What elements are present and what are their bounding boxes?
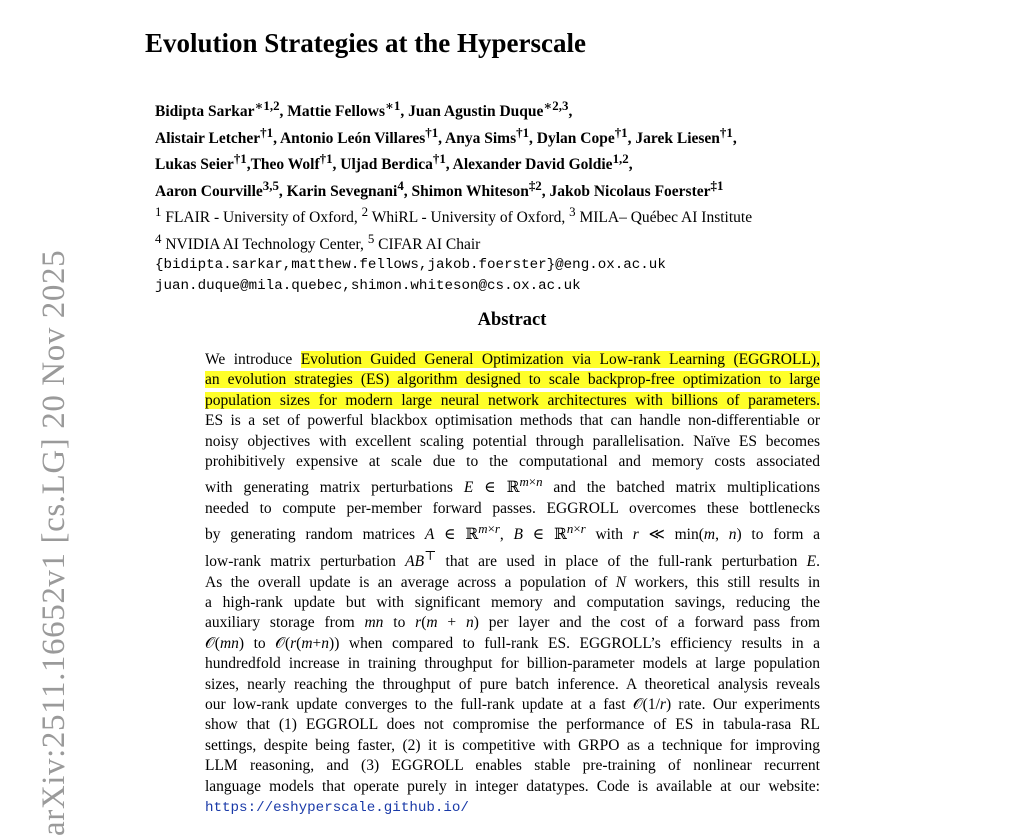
abstract-line: As the overall update is an average across a population of N workers, this still results in [205, 573, 821, 591]
abstract-line: We introduce Evolution Guided General Optimization via Low-rank Learning (EGGROLL), [205, 351, 820, 368]
email-line[interactable]: juan.duque@mila.quebec,shimon.whiteson@cs.ox.ac.uk [155, 277, 581, 294]
author-line: Lukas Seier$^{\dagger 1}$,Theo Wolf$^{\dagger 1}$, Uljad Berdica$^{\dagger 1}$, Alexander David Goldie$^{1,2}$, [155, 151, 633, 174]
affiliation-line: $^1$ FLAIR - University of Oxford, $^2$ WhiRL - University of Oxford, $^3$ MILA– Québec AI Institute [155, 204, 753, 227]
arxiv-identifier: arXiv:2511.16652v1 [cs.LG] 20 Nov 2025 [36, 249, 72, 836]
email-line[interactable]: {bidipta.sarkar,matthew.fellows,jakob.foerster}@eng.ox.ac.uk [155, 257, 666, 274]
author-line: Alistair Letcher$^{\dagger 1}$, Antonio León Villares$^{\dagger 1}$, Anya Sims$^{\dagger 1}$, Dylan Cope$^{\dagger 1}$, Jarek Liesen$^{\dagger 1}$, [155, 124, 737, 147]
abstract-line: needed to compute per-member forward passes. EGGROLL overcomes these bottlenecks [205, 500, 820, 517]
abstract-line: our low-rank update converges to the full-rank update at a fast 𝒪(1/r) rate. Our experiments [205, 695, 820, 713]
abstract-line: settings, despite being faster, (2) it is competitive with GRPO as a technique for improving [205, 736, 820, 754]
author-block [155, 96, 875, 296]
abstract-line: noisy objectives with excellent scaling potential through parallelisation. Naïve ES becomes [205, 432, 820, 450]
website-link[interactable]: https://eshyperscale.github.io/ [205, 800, 469, 816]
abstract-line [205, 391, 820, 411]
abstract-line [205, 370, 820, 390]
highlighted-text: an evolution strategies (ES) algorithm designed to scale backprop-free optimization to large [205, 371, 820, 389]
abstract-line: 𝒪(mn) to 𝒪(r(m+n)) when compared to full-rank ES. EGGROLL’s efficiency results in a [205, 634, 820, 652]
abstract-heading: Abstract [477, 310, 547, 330]
abstract-line: auxiliary storage from mn to r(m + n) per layer and the cost of a forward pass from [205, 614, 820, 632]
author-line: Bidipta Sarkar$^{∗1,2}$, Mattie Fellows$^{∗1}$, Juan Agustin Duque$^{∗2,3}$, [155, 98, 573, 121]
abstract-line: hundredfold increase in training throughput for billion-parameter models at large population [205, 655, 820, 673]
abstract-line: language models that operate purely in integer datatypes. Code is available at our website: [205, 777, 820, 795]
abstract-line: by generating random matrices A ∈ ℝ$^{m\times r}$, B ∈ ℝ$^{n\times r}$ with r ≪ min(m, n) to form a [205, 521, 821, 544]
arxiv-sidebar [0, 0, 72, 836]
abstract-line [205, 797, 820, 818]
abstract-line: LLM reasoning, and (3) EGGROLL enables stable pre-training of nonlinear recurrent [205, 757, 820, 775]
highlighted-text: Evolution Guided General Optimization via Low-rank Learning (EGGROLL), [300, 351, 820, 368]
abstract-line: with generating matrix perturbations E ∈ ℝ$^{m\times n}$ and the batched matrix multiplications [205, 474, 821, 497]
affiliation-line: $^4$ NVIDIA AI Technology Center, $^5$ CIFAR AI Chair [155, 230, 481, 253]
abstract-line: low-rank matrix perturbation AB⊤ that are used in place of the full-rank perturbation E. [205, 547, 821, 571]
abstract-line: ES is a set of powerful blackbox optimisation methods that can handle non-differentiable or [205, 412, 820, 430]
abstract-line: sizes, nearly reaching the throughput of pure batch inference. A theoretical analysis reveals [205, 675, 820, 693]
author-line: Aaron Courville$^{3,5}$, Karin Sevegnani$^4$, Shimon Whiteson$^{\ddagger 2}$, Jakob Nicolaus Foerster$^{\ddagger 1}$ [155, 177, 724, 200]
paper-title: Evolution Strategies at the Hyperscale [145, 28, 586, 58]
abstract-body [205, 350, 820, 818]
abstract-line: a high-rank update but with significant memory and computation savings, reducing the [205, 593, 820, 611]
abstract-line: show that (1) EGGROLL does not compromise the performance of ES in tabula-rasa RL [205, 716, 820, 734]
highlighted-text: population sizes for modern large neural network architectures with billions of parameters. [205, 391, 820, 409]
abstract-line: prohibitively expensive at scale due to the computational and memory costs associated [205, 453, 820, 471]
